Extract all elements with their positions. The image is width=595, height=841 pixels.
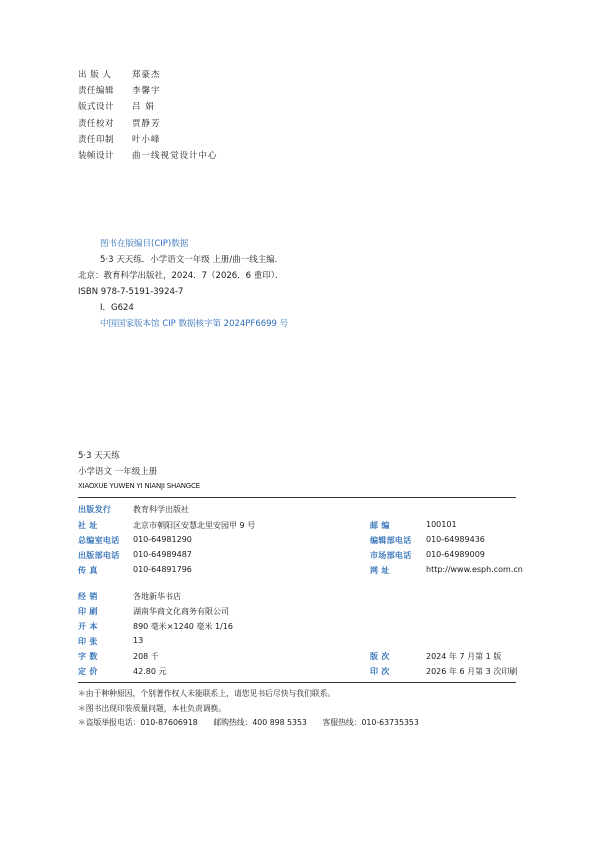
words-value: 208 千 [133,652,159,661]
address-label: 社 址 [78,521,98,530]
note-line: ＊由于种种原因，个别著作权人未能联系上，请您见书后尽快与我们联系。 [78,689,336,698]
printer-label: 印 刷 [78,607,98,616]
publisher-label: 出版发行 [78,505,112,514]
printing-label: 印 次 [370,667,390,676]
credit-name: 曲一线视觉设计中心 [132,151,218,162]
divider-line [78,497,516,498]
publishing-phone-label: 出版部电话 [78,551,120,560]
notes-block [78,687,419,731]
credit-editor [78,82,218,98]
cip-line: 北京：教育科学出版社，2024．7（2026．6 重印）． [78,271,284,281]
editorial-phone-label: 编辑部电话 [370,536,412,545]
cip-block [78,236,288,332]
cip-line: ISBN 978-7-5191-3924-7 [78,287,184,297]
note-line: ＊图书出现印装质量问题，本社负责调换。 [78,703,227,713]
cip-heading: 图书在版编目(CIP)数据 [100,239,189,249]
website-value[interactable]: http://www.esph.com.cn [426,565,523,574]
cip-footer: 中国国家版本馆 CIP 数据核字第 2024PF6699 号 [100,319,289,329]
price-label: 定 价 [78,667,98,676]
publisher-value: 教育科学出版社 [133,505,189,514]
cip-line: Ⅰ．G624 [100,303,134,313]
credit-print-supervisor [78,131,218,147]
sheets-value: 13 [133,636,144,645]
zip-label: 邮 编 [370,521,390,530]
distributor-value: 各地新华书店 [133,592,181,601]
editorial-phone-value: 010-64989436 [426,535,485,544]
book-pinyin: XIAOXUE YUWEN YI NIANJI SHANGCE [78,482,200,490]
credit-layout [78,98,218,114]
cip-line: 5·3 天天练．小学语文一年级 上册/曲一线主编． [100,255,284,265]
edition-label: 版 次 [370,652,390,661]
credit-name: 贾静芳 [132,118,161,129]
credits-block [78,66,218,163]
credit-proofreader [78,115,218,131]
credit-name: 吕 娟 [132,102,155,113]
website-label: 网 址 [370,566,390,575]
book-title: 小学语文 一年级上册 [78,467,158,477]
format-value: 890 毫米×1240 毫米 1/16 [133,622,233,631]
credit-role: 责任印制 [78,134,115,145]
credit-role: 版式设计 [78,102,115,113]
book-series: 5·3 天天练 [78,451,120,461]
credit-publisher [78,66,218,82]
credit-name: 李馨宇 [132,86,161,97]
market-phone-value: 010-64989009 [426,550,485,559]
zip-value: 100101 [426,520,457,529]
credit-name: 郑豪杰 [132,70,161,81]
credit-role: 出 版 人 [78,70,112,81]
price-value: 42.80 元 [133,667,167,676]
credit-role: 责任校对 [78,118,115,129]
fax-label: 传 真 [78,566,98,575]
office-phone-value: 010-64981290 [133,535,192,544]
book-title-block [78,448,200,492]
distributor-label: 经 销 [78,592,98,601]
divider-line [78,682,516,683]
sheets-label: 印 张 [78,637,98,646]
format-label: 开 本 [78,622,98,631]
address-value: 北京市朝阳区安慧北里安园甲 9 号 [133,521,256,530]
office-phone-label: 总编室电话 [78,536,120,545]
fax-value: 010-64891796 [133,565,192,574]
publishing-phone-value: 010-64989487 [133,550,192,559]
printing-value: 2026 年 6 月第 3 次印刷 [426,667,518,676]
credit-role: 责任编辑 [78,86,115,97]
credit-role: 装帧设计 [78,151,115,162]
market-phone-label: 市场部电话 [370,551,412,560]
credit-cover-design [78,147,218,163]
words-label: 字 数 [78,652,98,661]
printer-value: 湖南华商文化商务有限公司 [133,607,229,616]
note-line: ＊盗版举报电话：010-87606918 邮购热线：400 898 5353 客服热线：010-63735353 [78,718,419,727]
credit-name: 叶小峰 [132,134,161,145]
edition-value: 2024 年 7 月第 1 版 [426,652,502,661]
